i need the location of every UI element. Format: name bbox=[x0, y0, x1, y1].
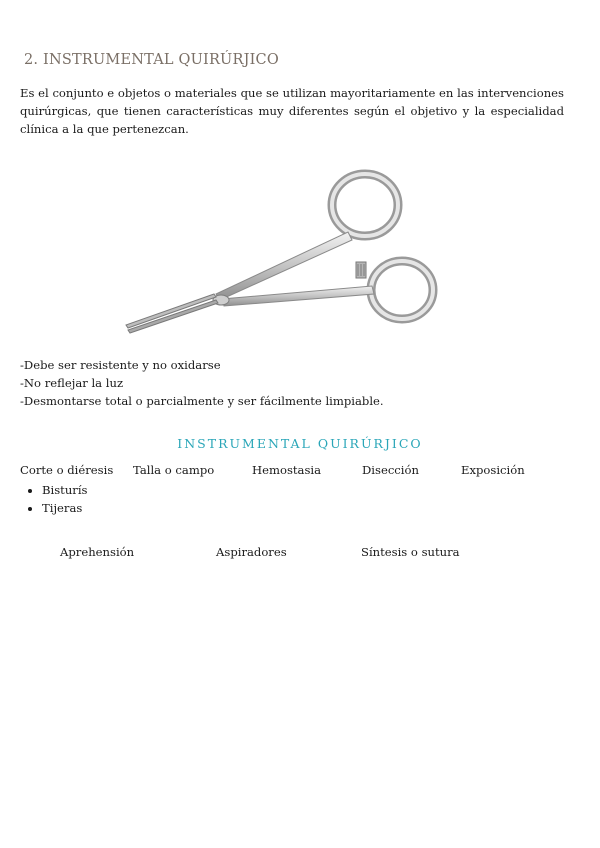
category-exposicion: Exposición bbox=[461, 463, 525, 477]
requirement-item: -Debe ser resistente y no oxidarse bbox=[20, 358, 221, 372]
list-item: • Tijeras bbox=[42, 499, 88, 517]
category-aprehension: Aprehensión bbox=[60, 545, 135, 559]
intro-paragraph: Es el conjunto e objetos o materiales que se utilizan mayoritariamente en las intervenciones quirúrgicas, que tienen características muy diferentes según el objetivo y la especialidad clínica a la que pertenezcan. bbox=[20, 86, 564, 136]
classification-title: INSTRUMENTAL QUIRÚRJICO bbox=[177, 436, 423, 451]
category-hemostasia: Hemostasia bbox=[252, 463, 322, 477]
requirement-item: -Desmontarse total o parcialmente y ser fácilmente limpiable. bbox=[20, 394, 384, 408]
requirement-item: -No reflejar la luz bbox=[20, 376, 124, 390]
forceps-figure bbox=[120, 160, 450, 345]
section-title: 2. INSTRUMENTAL QUIRÚRJICO bbox=[24, 52, 279, 68]
category-diseccion: Disección bbox=[362, 463, 419, 477]
category-talla: Talla o campo bbox=[133, 463, 215, 477]
category-corte: Corte o diéresis bbox=[20, 463, 114, 477]
category-aspiradores: Aspiradores bbox=[216, 545, 287, 559]
list-item: • Bisturís bbox=[42, 481, 88, 499]
surgical-forceps-illustration-icon bbox=[120, 160, 450, 345]
category-sintesis: Síntesis o sutura bbox=[361, 545, 460, 559]
corte-items-list bbox=[22, 481, 88, 517]
